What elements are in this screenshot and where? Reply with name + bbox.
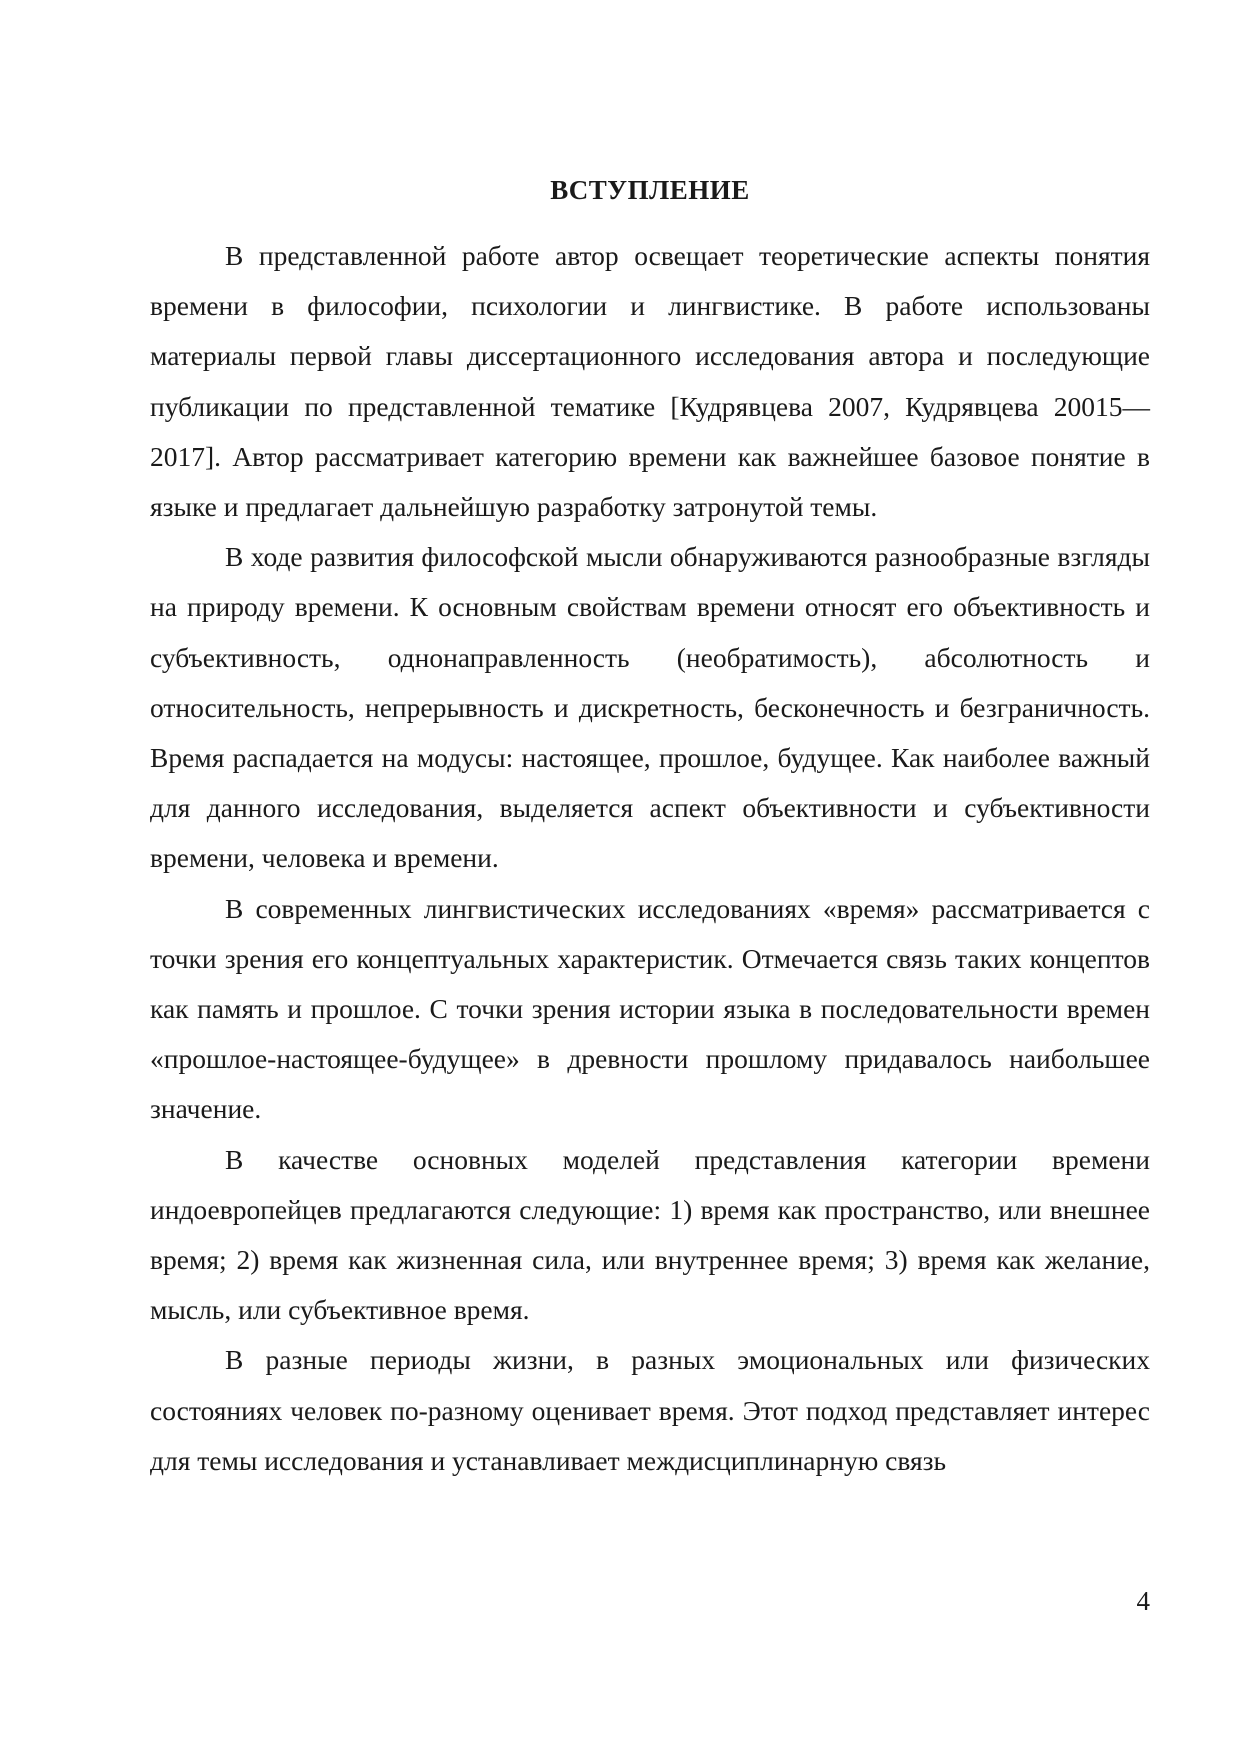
paragraph: В современных лингвистических исследованиях «время» рассматривается с точки зрения его концептуальных характеристик. Отмечается связь таких концептов как память и прошлое. С точки зрения истории языка в последовательности времен «прошлое-настоящее-будущее» в древности прошлому придавалось наибольшее значение. (150, 892, 1150, 1125)
body-text (150, 231, 1150, 1486)
paragraph: В ходе развития философской мысли обнаруживаются разнообразные взгляды на природу времени. К основным свойствам времени относят его объективность и субъективность, однонаправленность (необратимость), абсолютность и относительность, непрерывность и дискретность, бесконечность и безграничность. Время распадается на модусы: настоящее, прошлое, будущее. Как наиболее важный для данного исследования, выделяется аспект объективности и субъективности времени, человека и времени. (150, 541, 1150, 874)
paragraph: В качестве основных моделей представления категории времени индоевропейцев предлагаются следующие: 1) время как пространство, или внешнее время; 2) время как жизненная сила, или внутреннее время; 3) время как желание, мысль, или субъективное время. (150, 1143, 1150, 1326)
paragraph: В разные периоды жизни, в разных эмоциональных или физических состояниях человек по-разному оценивает время. Этот подход представляет интерес для темы исследования и устанавливает междисциплинарную связь (150, 1344, 1150, 1476)
page-title: ВСТУПЛЕНИЕ (550, 175, 750, 205)
page-number: 4 (1136, 1586, 1150, 1616)
paragraph: В представленной работе автор освещает теоретические аспекты понятия времени в философии, психологии и лингвистике. В работе использованы материалы первой главы диссертационного исследования автора и последующие публикации по представленной тематике [Кудрявцева 2007, Кудрявцева 20015—2017]. Автор рассматривает категорию времени как важнейшее базовое понятие в языке и предлагает дальнейшую разработку затронутой темы. (150, 240, 1150, 523)
